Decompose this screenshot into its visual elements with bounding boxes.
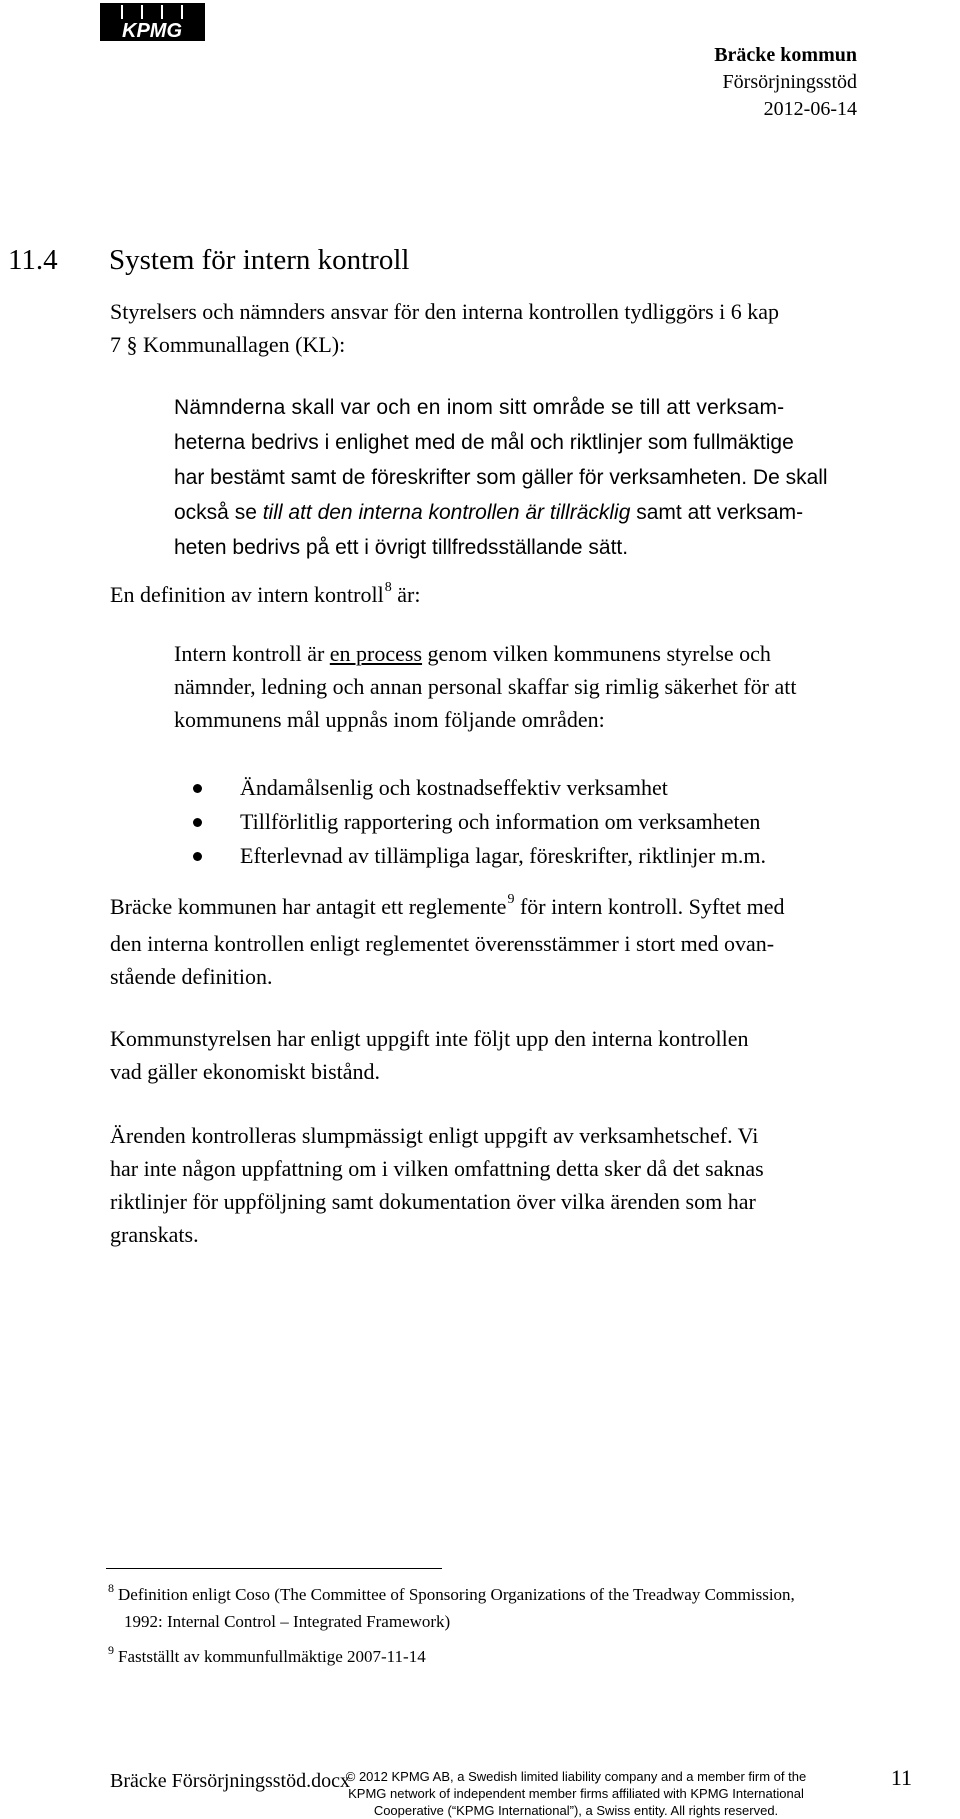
footnote-text: Fastställt av kommunfullmäktige 2007-11-14 — [118, 1647, 426, 1666]
quote-emphasis: till att den interna kontrollen är tillräcklig — [262, 501, 631, 524]
quote-text: De skall — [752, 466, 828, 489]
paragraph-line: granskats. — [110, 1222, 199, 1247]
definition-intro-text: är: — [391, 582, 421, 607]
list-item: Tillförlitlig rapportering och information om verksamheten — [185, 805, 945, 839]
footnote-separator — [106, 1568, 442, 1569]
quote-line: Nämnderna skall var och en inom sitt område se till att verksam- — [174, 396, 785, 419]
definition-line — [174, 637, 958, 670]
header-subject: Försörjningsstöd — [722, 71, 857, 93]
definition-intro — [110, 578, 420, 615]
footnote-line — [108, 1582, 958, 1609]
footnote-ref-9[interactable]: 9 — [507, 892, 515, 907]
footer-copyright — [296, 1768, 856, 1819]
definition-line: kommunens mål uppnås inom följande områden: — [174, 707, 605, 732]
kpmg-logo — [100, 3, 205, 41]
definition-intro-text: En definition av intern kontroll — [110, 582, 384, 607]
list-item: Efterlevnad av tillämpliga lagar, föreskrifter, riktlinjer m.m. — [185, 839, 945, 873]
objectives-list — [185, 771, 945, 873]
definition-underlined: en process — [329, 641, 423, 666]
paragraph-line: vad gäller ekonomiskt bistånd. — [110, 1059, 381, 1084]
quote-line: heten bedrivs på ett i övrigt tillfredsställande sätt. — [174, 536, 629, 559]
footnote-8 — [108, 1582, 958, 1634]
copyright-line: KPMG network of independent member firms affiliated with KPMG International — [348, 1786, 804, 1801]
intro-line: 7 § Kommunallagen (KL): — [110, 332, 346, 357]
law-quote — [174, 390, 958, 565]
quote-line: heterna bedrivs i enlighet med de mål och riktlinjer som fullmäktige — [174, 431, 794, 454]
footnote-ref-8[interactable]: 8 — [384, 580, 392, 595]
paragraph-line: riktlinjer för uppföljning samt dokumentation över vilka ärenden som har — [110, 1189, 756, 1214]
quote-text: också se — [174, 501, 263, 524]
kpmg-logo-graphic — [100, 3, 205, 41]
definition-line: nämnder, ledning och annan personal skaffar sig rimlig säkerhet för att — [174, 674, 797, 699]
copyright-line: © 2012 KPMG AB, a Swedish limited liability company and a member firm of the — [345, 1769, 807, 1784]
paragraph-line: Ärenden kontrolleras slumpmässigt enligt uppgift av verksamhetschef. Vi — [110, 1123, 759, 1148]
definition-text: Intern kontroll är — [174, 641, 330, 666]
page-number: 11 — [890, 1765, 912, 1790]
paragraph-line: har inte någon uppfattning om i vilken omfattning detta sker då det saknas — [110, 1156, 764, 1181]
footnote-9 — [108, 1644, 426, 1671]
paragraph-kommunstyrelsen — [110, 1022, 958, 1088]
copyright-line: Cooperative (“KPMG International”), a Swiss entity. All rights reserved. — [373, 1803, 779, 1818]
section-number: 11.4 — [8, 244, 58, 276]
definition-text: genom vilken kommunens styrelse och — [422, 641, 771, 666]
footnote-number: 8 — [108, 1581, 114, 1595]
footnote-text: Definition enligt Coso (The Committee of Sponsoring Organizations of the Treadway Commission, — [118, 1585, 795, 1604]
page-header — [714, 42, 857, 123]
paragraph-arenden — [110, 1119, 958, 1251]
intro-paragraph — [110, 295, 958, 361]
quote-text: har bestämt samt de föreskrifter som gäller för verksamheten. — [174, 466, 748, 489]
paragraph-text: Bräcke kommunen har antagit ett reglemente — [110, 894, 507, 919]
definition-block — [174, 637, 958, 736]
paragraph-reglemente — [110, 890, 958, 993]
section-title: System för intern kontroll — [109, 244, 410, 276]
footnote-number: 9 — [108, 1643, 114, 1657]
intro-line: Styrelsers och nämnders ansvar för den interna kontrollen tydliggörs i 6 kap — [110, 299, 780, 324]
footnote-line: 1992: Internal Control – Integrated Framework) — [124, 1612, 451, 1631]
paragraph-line: stående definition. — [110, 964, 273, 989]
paragraph-line: den interna kontrollen enligt reglementet överensstämmer i stort med ovan- — [110, 931, 775, 956]
footer-filename: Bräcke Försörjningsstöd.docx — [110, 1770, 350, 1792]
paragraph-line — [110, 890, 958, 927]
list-item: Ändamålsenlig och kostnadseffektiv verksamhet — [185, 771, 945, 805]
quote-line — [174, 460, 958, 495]
paragraph-line: Kommunstyrelsen har enligt uppgift inte följt upp den interna kontrollen — [110, 1026, 749, 1051]
header-org: Bräcke kommun — [714, 44, 857, 66]
paragraph-text: för intern kontroll. Syftet med — [514, 894, 785, 919]
logo-text: KPMG — [122, 20, 182, 41]
header-date: 2012-06-14 — [763, 98, 857, 120]
quote-line — [174, 495, 958, 530]
quote-text: samt att verksam- — [630, 501, 804, 524]
